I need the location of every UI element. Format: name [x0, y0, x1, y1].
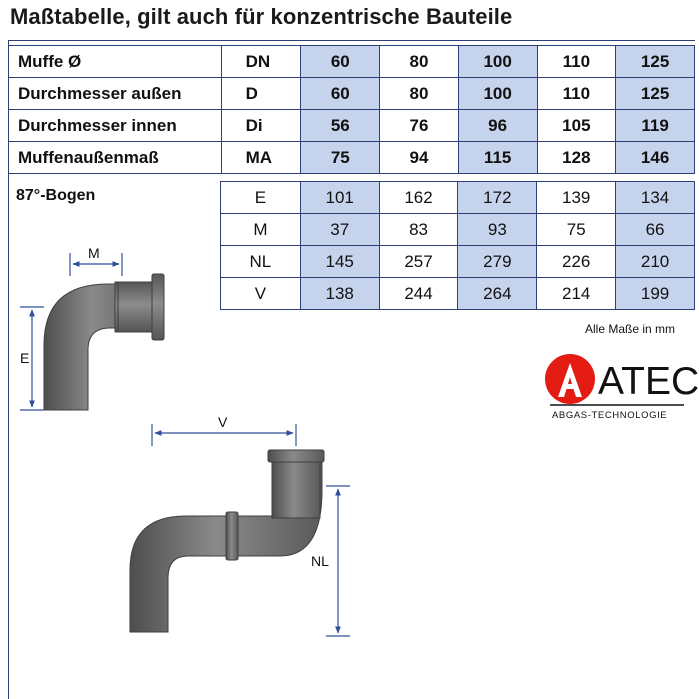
table-cell: 60 [301, 78, 380, 110]
table-cell: 94 [380, 142, 459, 174]
table-cell: 162 [379, 182, 458, 214]
offset-socket [272, 458, 320, 518]
table-cell: 210 [616, 246, 695, 278]
table-cell: 76 [380, 110, 459, 142]
page-title: Maßtabelle, gilt auch für konzentrische Bauteile [10, 4, 513, 29]
table-cell: 134 [616, 182, 695, 214]
table-cell: 66 [616, 214, 695, 246]
dimension-e [20, 307, 44, 410]
table-cell: 80 [380, 78, 459, 110]
elbow-fitting-drawing [44, 274, 164, 410]
dimension-label-nl: NL [311, 553, 329, 569]
row-abbreviation: D [221, 78, 301, 110]
bogen-title: 87°-Bogen [16, 187, 96, 204]
row-abbreviation: E [221, 182, 301, 214]
elbow-socket-rim [152, 274, 164, 340]
table-cell: 93 [458, 214, 537, 246]
offset-socket-rim [268, 450, 324, 462]
offset-mid-ring [226, 512, 238, 560]
row-label: Muffenaußenmaß [9, 142, 222, 174]
table-cell: 214 [537, 278, 616, 310]
table-cell: 279 [458, 246, 537, 278]
dimension-label-e: E [20, 350, 30, 366]
row-abbreviation: M [221, 214, 301, 246]
row-abbreviation: NL [221, 246, 301, 278]
table-cell: 100 [458, 78, 537, 110]
table-cell: 199 [616, 278, 695, 310]
table-cell: 264 [458, 278, 537, 310]
table-cell: 172 [458, 182, 537, 214]
units-note: Alle Maße in mm [585, 322, 676, 336]
table-cell: 96 [458, 110, 537, 142]
table-cell: 226 [537, 246, 616, 278]
row-label: Durchmesser innen [9, 110, 222, 142]
logo-tagline: ABGAS-TECHNOLOGIE [552, 410, 668, 421]
table-cell: 125 [616, 46, 695, 78]
table-cell: 138 [300, 278, 379, 310]
row-label: Durchmesser außen [9, 78, 222, 110]
table-cell: 105 [537, 110, 616, 142]
table-cell: 101 [300, 182, 379, 214]
table-cell: 83 [379, 214, 458, 246]
row-abbreviation: MA [221, 142, 301, 174]
table-cell: 75 [301, 142, 380, 174]
dimension-label-v: V [218, 414, 228, 430]
row-label: Muffe Ø [9, 46, 222, 78]
table-cell: 37 [300, 214, 379, 246]
table-cell: 115 [458, 142, 537, 174]
table-cell: 119 [616, 110, 695, 142]
dimension-m [70, 245, 122, 276]
table-cell: 257 [379, 246, 458, 278]
table-cell: 125 [616, 78, 695, 110]
row-abbreviation: V [221, 278, 301, 310]
dimension-v [152, 414, 296, 446]
table-cell: 60 [301, 46, 380, 78]
row-abbreviation: DN [221, 46, 301, 78]
table-cell: 110 [537, 46, 616, 78]
table-cell: 244 [379, 278, 458, 310]
table-cell: 145 [300, 246, 379, 278]
logo-brand-text: ATEC [598, 360, 699, 403]
table-cell: 80 [380, 46, 459, 78]
table-cell: 146 [616, 142, 695, 174]
table-cell: 56 [301, 110, 380, 142]
table-cell: 128 [537, 142, 616, 174]
table-cell: 100 [458, 46, 537, 78]
table-cell: 139 [537, 182, 616, 214]
table-cell: 110 [537, 78, 616, 110]
table-cell: 75 [537, 214, 616, 246]
offset-fitting-drawing [130, 450, 324, 632]
dimension-label-m: M [88, 245, 100, 261]
row-abbreviation: Di [221, 110, 301, 142]
